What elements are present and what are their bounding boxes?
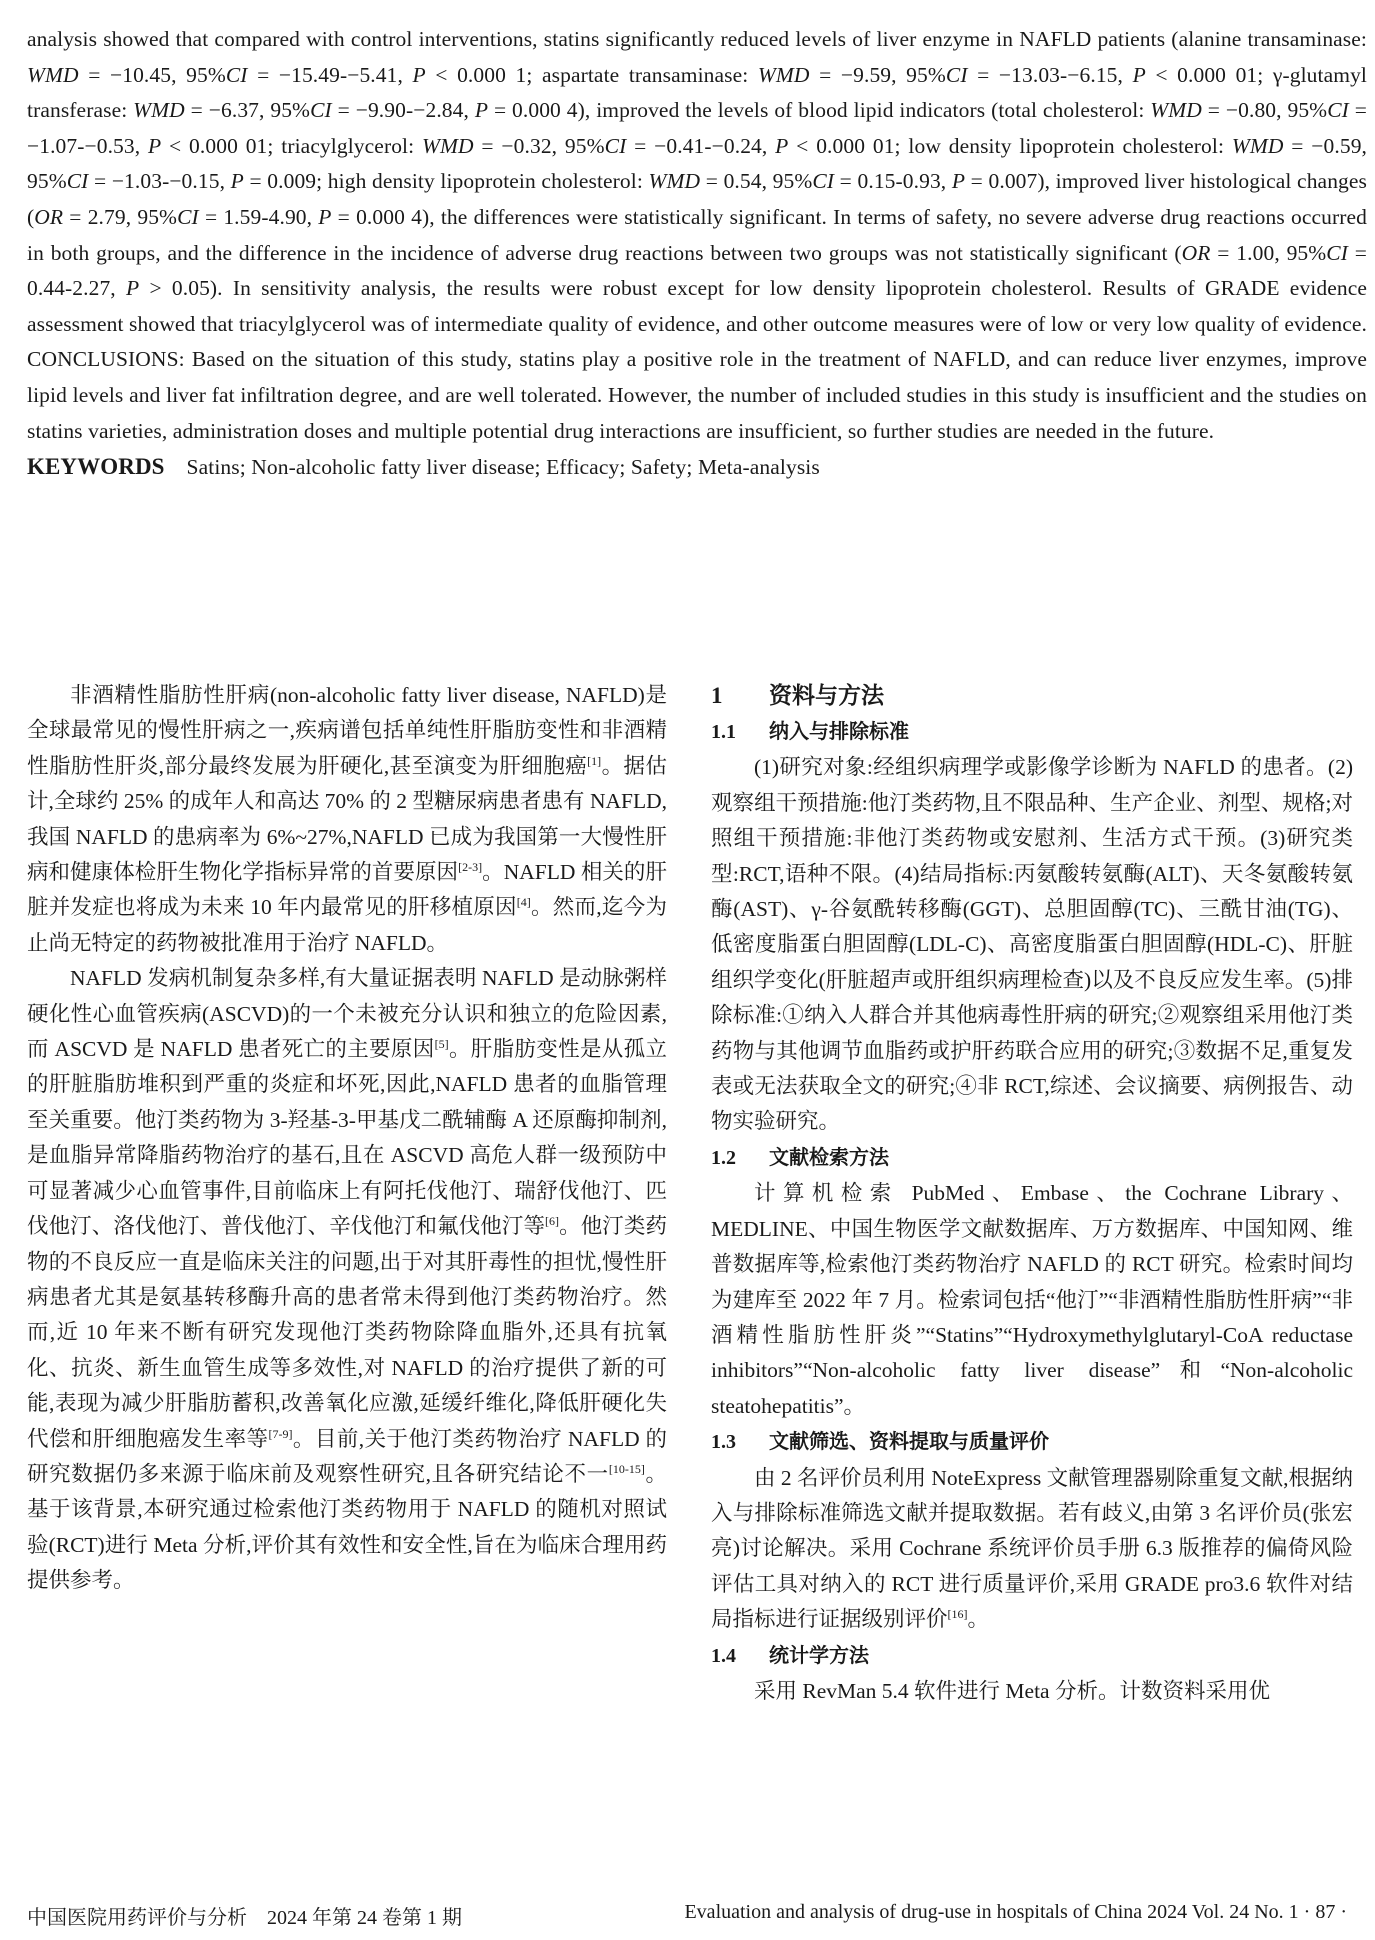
text-run: = −10.45, 95% <box>78 62 226 87</box>
italic-symbol: WMD <box>1231 133 1284 158</box>
text-run: < 0.000 01; γ-glutamyl transferase: <box>27 62 1367 123</box>
section-number: 1.2 <box>711 1146 736 1169</box>
text-run: = 0.007), improved liver histological changes ( <box>27 169 1368 229</box>
page-footer <box>27 1901 1347 1930</box>
text-run: 。目前,关于他汀类药物治疗 NAFLD 的研究数据仍多来源于临床前及观察性研究,且各研究结论不一 <box>27 1426 667 1486</box>
section-heading-1-4 <box>711 1638 1353 1674</box>
text-run: = 0.009; high density lipoprotein cholesterol: <box>243 169 649 194</box>
text-run: = 1.00, 95% <box>1210 240 1327 265</box>
italic-symbol: CI <box>1326 240 1348 265</box>
text-run: 。他汀类药物的不良反应一直是临床关注的问题,出于对其肝毒性的担忧,慢性肝病患者尤其是氨基转移酶升高的患者常未得到他汀类药物治疗。然而,近 10 年来不断有研究发现他汀类药物除降血脂外,还具有抗氧化、抗炎、新生血管生成等多效性,对 NAFLD 的治疗提供了新的可能,表现为减少肝脂肪蓄积,改善氧化应激,延缓纤维化,降低肝硬化失代偿和肝细胞癌发生率等 <box>27 1214 667 1451</box>
text-run: = −9.59, 95% <box>809 62 946 87</box>
left-column <box>27 678 667 1599</box>
text-run: = 1.59-4.90, <box>198 204 319 229</box>
italic-symbol: OR <box>1181 240 1211 265</box>
text-run: = 0.44-2.27, <box>27 240 1367 301</box>
citation-ref: [7-9] <box>268 1426 293 1441</box>
citation-ref: [4] <box>516 895 531 910</box>
italic-symbol: CI <box>945 62 968 87</box>
text-run: < 0.000 1; aspartate transaminase: <box>425 62 758 87</box>
italic-symbol: CI <box>812 169 835 194</box>
section-heading-1 <box>711 678 1353 714</box>
footer-journal-en: Evaluation and analysis of drug-use in hospitals of China 2024 Vol. 24 No. 1 · 87 · <box>684 1901 1347 1923</box>
italic-symbol: CI <box>310 98 332 123</box>
screening-text-body: 由 2 名评价员利用 NoteExpress 文献管理器剔除重复文献,根据纳入与排除标准筛选文献并提取数据。若有歧义,由第 3 名评价员(张宏亮)讨论解决。采用 Cochrane 系统评价员手册 6.3 版推荐的偏倚风险评估工具对纳入的 RCT 进行质量评价,采用 GRADE pro3.6 软件对结局指标进行证据级别评价 <box>711 1465 1353 1632</box>
keywords-line <box>27 449 1367 486</box>
italic-symbol: P <box>318 204 332 229</box>
italic-symbol: CI <box>66 169 89 194</box>
text-run: = 0.000 4), the differences were statistically significant. In terms of safety, no severe adverse drug reactions occurred in both groups, and the difference in the incidence of adverse drug reactions between two groups was not statistically significant ( <box>27 204 1367 265</box>
text-run: = 2.79, 95% <box>63 204 178 229</box>
italic-symbol: WMD <box>421 133 474 158</box>
inclusion-criteria-text: (1)研究对象:经组织病理学或影像学诊断为 NAFLD 的患者。(2)观察组干预措施:他汀类药物,且不限品种、生产企业、剂型、规格;对照组干预措施:非他汀类药物或安慰剂、生活方式干预。(3)研究类型:RCT,语种不限。(4)结局指标:丙氨酸转氨酶(ALT)、天冬氨酸转氨酶(AST)、γ-谷氨酰转移酶(GGT)、总胆固醇(TC)、三酰甘油(TG)、低密度脂蛋白胆固醇(LDL-C)、高密度脂蛋白胆固醇(HDL-C)、肝脏组织学变化(肝脏超声或肝组织病理检查)以及不良反应发生率。(5)排除标准:①纳入人群合并其他病毒性肝病的研究;②观察组采用他汀类药物与其他调节血脂药或护肝药联合应用的研究;③数据不足,重复发表或无法获取全文的研究;④非 RCT,综述、会议摘要、病例报告、动物实验研究。 <box>711 755 1353 1134</box>
text-run: < 0.000 01; triacylglycerol: <box>161 133 422 158</box>
section-heading-1-1 <box>711 714 1353 750</box>
screening-text <box>711 1461 1353 1638</box>
footer-journal-cn: 中国医院用药评价与分析 2024 年第 24 卷第 1 期 <box>27 1907 462 1929</box>
text-run: = −1.07-−0.53, <box>27 98 1367 158</box>
keywords-list: Satins; Non-alcoholic fatty liver disease; Efficacy; Safety; Meta-analysis <box>186 455 820 480</box>
text-run: = −1.03-−0.15, <box>88 169 231 194</box>
italic-symbol: P <box>775 133 789 158</box>
text-run: 。肝脂肪变性是从孤立的肝脏脂肪堆积到严重的炎症和坏死,因此,NAFLD 患者的血脂管理至关重要。他汀类药物为 3-羟基-3-甲基戊二酰辅酶 A 还原酶抑制剂,是血脂异常降脂药物治疗的基石,且在 ASCVD 高危人群一级预防中可显著减少心血管事件,目前临床上有阿托伐他汀、瑞舒伐他汀、匹伐他汀、洛伐他汀、普伐他汀、辛伐他汀和氟伐他汀等 <box>27 1037 667 1239</box>
italic-symbol: WMD <box>757 62 810 87</box>
italic-symbol: P <box>951 169 966 194</box>
italic-symbol: CI <box>177 204 199 229</box>
section-number: 1.3 <box>711 1431 736 1454</box>
text-run: = −9.90-−2.84, <box>331 98 475 123</box>
italic-symbol: CI <box>225 62 248 87</box>
section-heading-1-3 <box>711 1424 1353 1460</box>
keywords-label: KEYWORDS <box>27 454 165 480</box>
text-run: = 0.54, 95% <box>700 169 813 194</box>
text-run: = −0.59, 95% <box>27 133 1368 194</box>
text-run: < 0.000 01; low density lipoprotein cholesterol: <box>788 133 1232 158</box>
abstract-body <box>27 22 1367 449</box>
citation-ref: [6] <box>545 1214 560 1229</box>
abstract-english <box>27 22 1367 486</box>
citation-ref: [1] <box>587 753 602 768</box>
section-title: 统计学方法 <box>769 1642 869 1667</box>
section-title: 纳入与排除标准 <box>769 719 909 743</box>
text-run: = −6.37, 95% <box>184 98 311 123</box>
statistics-text: 采用 RevMan 5.4 软件进行 Meta 分析。计数资料采用优 <box>754 1678 1270 1703</box>
right-column <box>711 678 1353 1709</box>
section-number: 1.1 <box>711 721 736 743</box>
search-method-text: 计算机检索 PubMed、Embase、the Cochrane Library、MEDLINE、中国生物医学文献数据库、万方数据库、中国知网、维普数据库等,检索他汀类药物治疗 NAFLD 的 RCT 研究。检索时间均为建库至 2022 年 7 月。检索词包括“他汀”“非酒精性脂肪性肝病”“非酒精性脂肪性肝炎”“Statins”“Hydroxymethylglutaryl-CoA reductase inhibitors”“Non-alcoholic fatty liver disease”和“Non-alcoholic steatohepatitis”。 <box>711 1181 1353 1418</box>
section-number: 1 <box>711 683 723 708</box>
italic-symbol: P <box>1132 62 1146 87</box>
italic-symbol: WMD <box>1150 98 1202 123</box>
section-heading-1-2 <box>711 1140 1353 1176</box>
citation-ref: [2-3] <box>458 860 483 875</box>
section-title: 文献检索方法 <box>769 1144 889 1169</box>
text-run: = −0.80, 95% <box>1201 98 1328 123</box>
text-run: = −0.32, 95% <box>473 133 605 158</box>
italic-symbol: P <box>412 62 426 87</box>
text-run: 非酒精性脂肪性肝病(non-alcoholic fatty liver disease, NAFLD)是全球最常见的慢性肝病之一,疾病谱包括单纯性肝脂肪变性和非酒精性脂肪性肝炎,部分最终发展为肝硬化,甚至演变为肝细胞癌 <box>27 683 667 778</box>
citation-ref: [16] <box>947 1607 968 1622</box>
text-run: NAFLD 发病机制复杂多样,有大量证据表明 NAFLD 是动脉粥样硬化性心血管疾病(ASCVD)的一个未被充分认识和独立的危险因素,而 ASCVD 是 NAFLD 患者死亡的主要原因 <box>27 966 667 1062</box>
text-run: 。然而,迄今为止尚无特定的药物被批准用于治疗 NAFLD。 <box>27 895 667 955</box>
italic-symbol: WMD <box>27 62 79 87</box>
italic-symbol: OR <box>34 204 64 229</box>
text-run: 。基于该背景,本研究通过检索他汀类药物用于 NAFLD 的随机对照试验(RCT)进行 Meta 分析,评价其有效性和安全性,旨在为临床合理用药提供参考。 <box>27 1461 667 1593</box>
italic-symbol: CI <box>1327 98 1349 123</box>
citation-ref: [5] <box>434 1037 449 1052</box>
italic-symbol: P <box>148 133 162 158</box>
text-run: = −0.41-−0.24, <box>626 133 776 158</box>
italic-symbol: P <box>230 169 244 194</box>
text-run: 。NAFLD 相关的肝脏并发症也将成为未来 10 年内最常见的肝移植原因 <box>27 860 667 920</box>
screening-text-end: 。 <box>967 1607 990 1632</box>
citation-ref: [10-15] <box>608 1461 645 1476</box>
text-run: = 0.15-0.93, <box>834 169 952 194</box>
text-run: = −13.03-−6.15, <box>967 62 1133 87</box>
text-run: 。据估计,全球约 25% 的成年人和高达 70% 的 2 型糖尿病患者患有 NAFLD,我国 NAFLD 的患病率为 6%~27%,NAFLD 已成为我国第一大慢性肝病和健康体检肝生物化学指标异常的首要原因 <box>27 753 667 885</box>
text-run: > 0.05). In sensitivity analysis, the results were robust except for low density lipoprotein cholesterol. Results of GRADE evidence assessment showed that triacylglycerol was of intermediate quality of evidence, and other outcome measures were of low or very low quality of evidence. CONCLUSIONS: Based on the situation of this study, statins play a positive role in the treatment of NAFLD, and can reduce liver enzymes, improve lipid levels and liver fat infiltration degree, and are well tolerated. However, the number of included studies in this study is insufficient and the studies on statins varieties, administration doses and multiple potential drug interactions are insufficient, so further studies are needed in the future. <box>27 276 1367 443</box>
section-number: 1.4 <box>711 1644 736 1667</box>
text-run: = −15.49-−5.41, <box>247 62 413 87</box>
italic-symbol: P <box>474 98 489 123</box>
intro-paragraph-1 <box>27 678 667 961</box>
italic-symbol: WMD <box>648 169 701 194</box>
intro-paragraph-2 <box>27 961 667 1598</box>
italic-symbol: CI <box>604 133 627 158</box>
italic-symbol: P <box>126 276 140 301</box>
text-run: = 0.000 4), improved the levels of blood lipid indicators (total cholesterol: <box>488 98 1151 123</box>
section-title: 资料与方法 <box>769 683 884 709</box>
text-run: analysis showed that compared with control interventions, statins significantly reduced levels of liver enzyme in NAFLD patients (alanine transaminase: <box>27 27 1367 51</box>
section-title: 文献筛选、资料提取与质量评价 <box>769 1429 1049 1454</box>
italic-symbol: WMD <box>133 98 185 123</box>
